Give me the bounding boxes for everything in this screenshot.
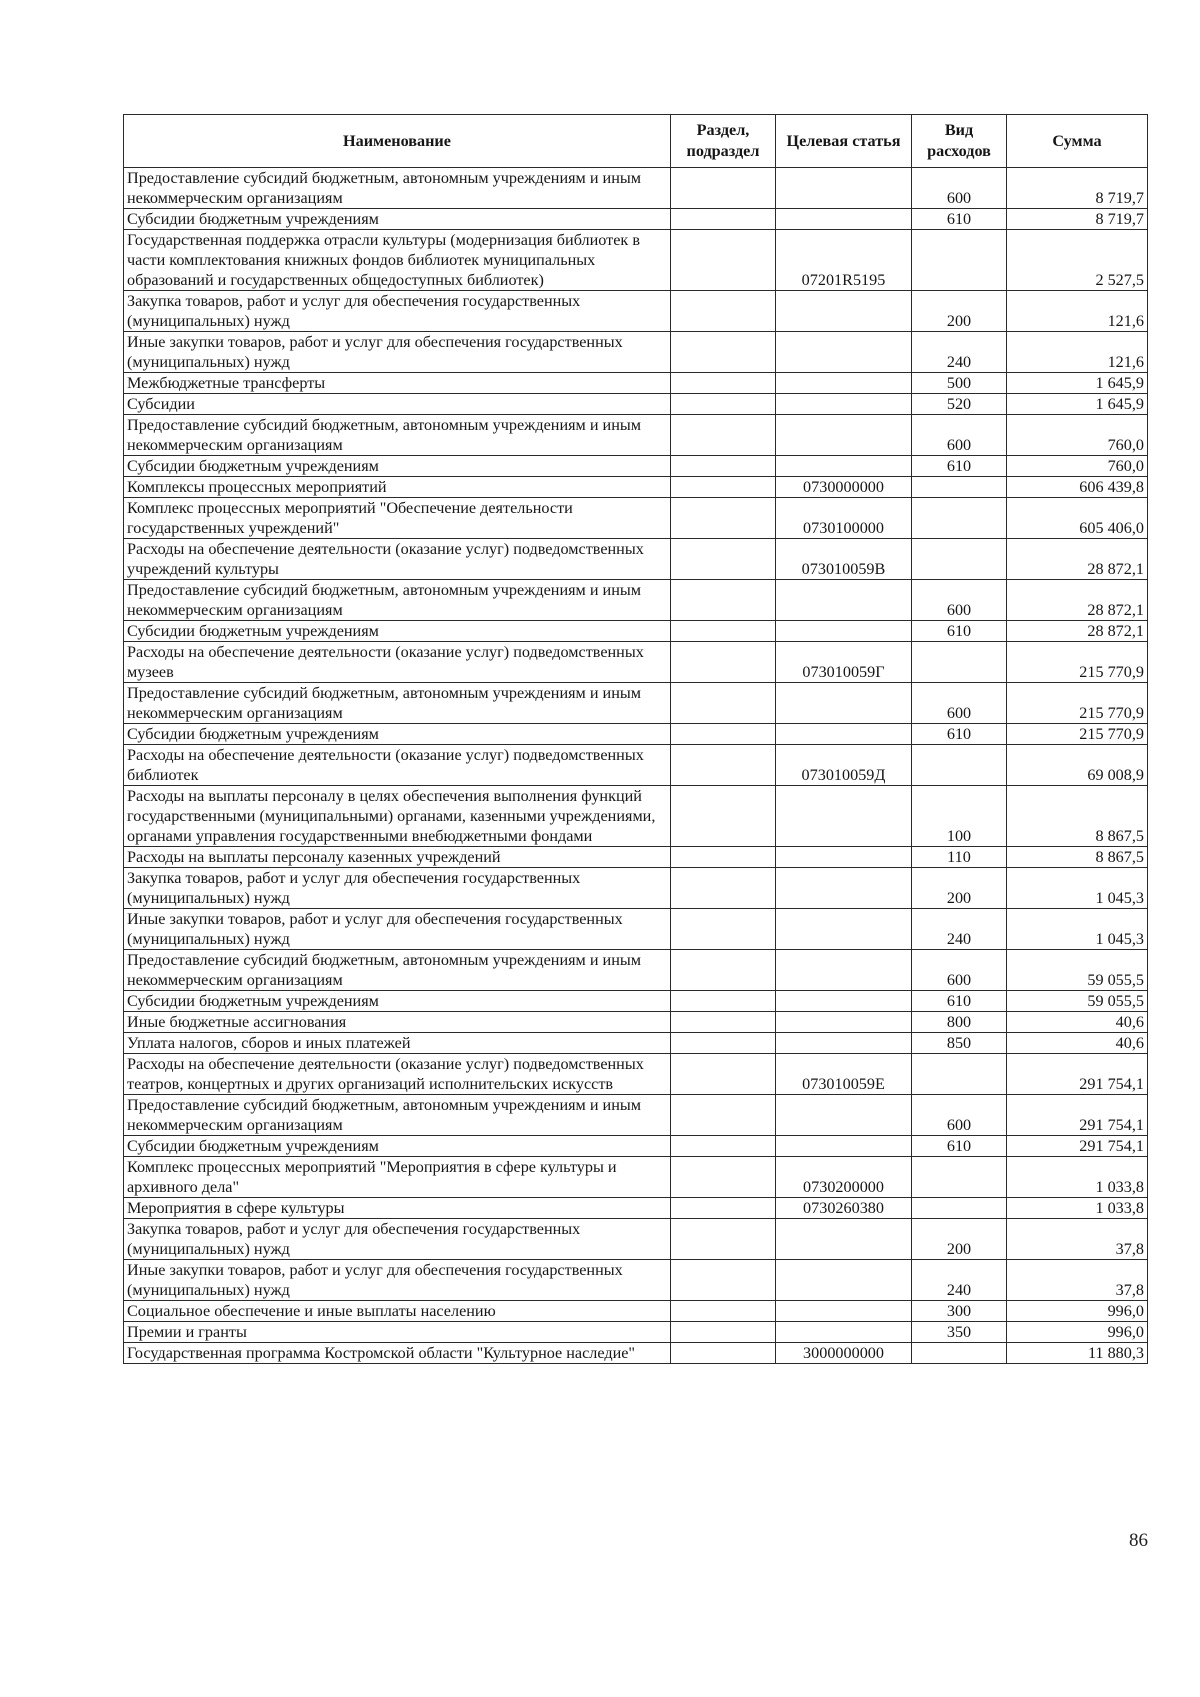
table-row: [124, 1012, 1148, 1033]
cell-target: 073010059Е: [776, 1054, 912, 1095]
cell-section: [671, 415, 776, 456]
cell-target: [776, 868, 912, 909]
cell-name: Предоставление субсидий бюджетным, автономным учреждениям и иным некоммерческим организациям: [124, 1095, 671, 1136]
cell-name: Комплекс процессных мероприятий "Обеспечение деятельности государственных учреждений": [124, 498, 671, 539]
table-row: [124, 745, 1148, 786]
cell-section: [671, 456, 776, 477]
table-row: [124, 209, 1148, 230]
cell-section: [671, 909, 776, 950]
cell-section: [671, 394, 776, 415]
cell-section: [671, 868, 776, 909]
cell-target: [776, 991, 912, 1012]
cell-type: [912, 477, 1007, 498]
cell-name: Субсидии бюджетным учреждениям: [124, 621, 671, 642]
cell-type: [912, 745, 1007, 786]
cell-target: [776, 394, 912, 415]
cell-sum: 59 055,5: [1007, 950, 1148, 991]
cell-section: [671, 745, 776, 786]
cell-target: [776, 1033, 912, 1054]
cell-section: [671, 1054, 776, 1095]
cell-section: [671, 1157, 776, 1198]
table-row: [124, 1260, 1148, 1301]
cell-sum: 291 754,1: [1007, 1136, 1148, 1157]
cell-section: [671, 209, 776, 230]
table-row: [124, 539, 1148, 580]
cell-target: [776, 168, 912, 209]
cell-section: [671, 1095, 776, 1136]
cell-name: Расходы на выплаты персоналу казенных учреждений: [124, 847, 671, 868]
table-row: [124, 991, 1148, 1012]
cell-name: Закупка товаров, работ и услуг для обеспечения государственных (муниципальных) нужд: [124, 868, 671, 909]
table-row: [124, 1033, 1148, 1054]
cell-sum: 40,6: [1007, 1012, 1148, 1033]
cell-type: 600: [912, 683, 1007, 724]
cell-name: Расходы на обеспечение деятельности (оказание услуг) подведомственных музеев: [124, 642, 671, 683]
table-row: [124, 1322, 1148, 1343]
cell-section: [671, 580, 776, 621]
cell-target: [776, 1322, 912, 1343]
cell-target: [776, 415, 912, 456]
table-row: [124, 621, 1148, 642]
cell-name: Предоставление субсидий бюджетным, автономным учреждениям и иным некоммерческим организациям: [124, 415, 671, 456]
cell-target: [776, 847, 912, 868]
table-row: [124, 415, 1148, 456]
header-target: Целевая статья: [776, 115, 912, 168]
cell-sum: 996,0: [1007, 1301, 1148, 1322]
table-row: [124, 683, 1148, 724]
cell-sum: 1 033,8: [1007, 1157, 1148, 1198]
cell-section: [671, 991, 776, 1012]
cell-target: [776, 786, 912, 847]
cell-sum: 1 645,9: [1007, 373, 1148, 394]
cell-type: 600: [912, 415, 1007, 456]
table-row: [124, 909, 1148, 950]
cell-type: 350: [912, 1322, 1007, 1343]
cell-name: Предоставление субсидий бюджетным, автономным учреждениям и иным некоммерческим организациям: [124, 580, 671, 621]
cell-sum: 69 008,9: [1007, 745, 1148, 786]
cell-target: [776, 456, 912, 477]
cell-sum: 606 439,8: [1007, 477, 1148, 498]
cell-sum: 1 045,3: [1007, 868, 1148, 909]
cell-name: Расходы на выплаты персоналу в целях обеспечения выполнения функций государственными (муниципальными) органами, казенными учреждениями, органами управления государственными внебюджетными фондами: [124, 786, 671, 847]
table-row: [124, 1219, 1148, 1260]
table-row: [124, 950, 1148, 991]
cell-target: 073010059В: [776, 539, 912, 580]
cell-sum: 37,8: [1007, 1219, 1148, 1260]
cell-target: [776, 909, 912, 950]
table-header: [124, 115, 1148, 168]
cell-sum: 8 867,5: [1007, 847, 1148, 868]
cell-target: 073010059Д: [776, 745, 912, 786]
table-row: [124, 291, 1148, 332]
cell-type: 610: [912, 1136, 1007, 1157]
cell-target: 07201R5195: [776, 230, 912, 291]
cell-target: [776, 1219, 912, 1260]
cell-type: [912, 1054, 1007, 1095]
cell-target: [776, 373, 912, 394]
cell-type: 610: [912, 209, 1007, 230]
cell-section: [671, 1198, 776, 1219]
cell-name: Государственная программа Костромской области "Культурное наследие": [124, 1343, 671, 1364]
cell-sum: 8 719,7: [1007, 209, 1148, 230]
cell-name: Закупка товаров, работ и услуг для обеспечения государственных (муниципальных) нужд: [124, 291, 671, 332]
cell-type: [912, 230, 1007, 291]
cell-name: Иные закупки товаров, работ и услуг для обеспечения государственных (муниципальных) нужд: [124, 909, 671, 950]
table-row: [124, 1157, 1148, 1198]
cell-sum: 1 033,8: [1007, 1198, 1148, 1219]
cell-sum: 215 770,9: [1007, 683, 1148, 724]
table-row: [124, 230, 1148, 291]
table-row: [124, 642, 1148, 683]
cell-sum: 8 867,5: [1007, 786, 1148, 847]
cell-type: 110: [912, 847, 1007, 868]
cell-target: [776, 1260, 912, 1301]
cell-target: [776, 950, 912, 991]
cell-section: [671, 1260, 776, 1301]
header-sum: Сумма: [1007, 115, 1148, 168]
cell-sum: 996,0: [1007, 1322, 1148, 1343]
header-section: Раздел, подраздел: [671, 115, 776, 168]
cell-sum: 2 527,5: [1007, 230, 1148, 291]
table-row: [124, 580, 1148, 621]
cell-section: [671, 291, 776, 332]
table-row: [124, 1343, 1148, 1364]
cell-target: 073010059Г: [776, 642, 912, 683]
cell-name: Расходы на обеспечение деятельности (оказание услуг) подведомственных учреждений культуры: [124, 539, 671, 580]
cell-target: [776, 724, 912, 745]
cell-type: [912, 539, 1007, 580]
table-row: [124, 1198, 1148, 1219]
table-row: [124, 456, 1148, 477]
cell-sum: 605 406,0: [1007, 498, 1148, 539]
cell-type: 300: [912, 1301, 1007, 1322]
cell-section: [671, 786, 776, 847]
cell-sum: 28 872,1: [1007, 580, 1148, 621]
cell-section: [671, 683, 776, 724]
cell-target: [776, 1136, 912, 1157]
cell-target: 0730200000: [776, 1157, 912, 1198]
table-row: [124, 868, 1148, 909]
table-row: [124, 332, 1148, 373]
cell-section: [671, 168, 776, 209]
cell-type: 240: [912, 1260, 1007, 1301]
cell-name: Уплата налогов, сборов и иных платежей: [124, 1033, 671, 1054]
cell-sum: 28 872,1: [1007, 539, 1148, 580]
cell-sum: 1 045,3: [1007, 909, 1148, 950]
cell-type: 520: [912, 394, 1007, 415]
cell-target: [776, 580, 912, 621]
cell-type: 610: [912, 456, 1007, 477]
cell-name: Субсидии бюджетным учреждениям: [124, 1136, 671, 1157]
cell-type: 200: [912, 868, 1007, 909]
cell-name: Иные закупки товаров, работ и услуг для обеспечения государственных (муниципальных) нужд: [124, 1260, 671, 1301]
cell-target: [776, 1301, 912, 1322]
cell-type: 500: [912, 373, 1007, 394]
cell-type: 600: [912, 950, 1007, 991]
cell-section: [671, 1219, 776, 1260]
cell-section: [671, 642, 776, 683]
cell-sum: 760,0: [1007, 415, 1148, 456]
cell-target: [776, 1095, 912, 1136]
cell-sum: 37,8: [1007, 1260, 1148, 1301]
cell-name: Субсидии бюджетным учреждениям: [124, 209, 671, 230]
cell-section: [671, 1301, 776, 1322]
cell-type: 240: [912, 332, 1007, 373]
cell-type: 610: [912, 724, 1007, 745]
cell-type: 610: [912, 621, 1007, 642]
cell-section: [671, 373, 776, 394]
cell-sum: 760,0: [1007, 456, 1148, 477]
table-row: [124, 786, 1148, 847]
table-row: [124, 1095, 1148, 1136]
cell-sum: 1 645,9: [1007, 394, 1148, 415]
header-type: Вид расходов: [912, 115, 1007, 168]
table-row: [124, 847, 1148, 868]
budget-table: [123, 114, 1148, 1364]
cell-target: [776, 332, 912, 373]
cell-type: 610: [912, 991, 1007, 1012]
cell-name: Премии и гранты: [124, 1322, 671, 1343]
cell-name: Субсидии бюджетным учреждениям: [124, 456, 671, 477]
cell-name: Государственная поддержка отрасли культуры (модернизация библиотек в части комплектования книжных фондов библиотек муниципальных образований и государственных общедоступных библиотек): [124, 230, 671, 291]
cell-type: [912, 642, 1007, 683]
cell-name: Комплексы процессных мероприятий: [124, 477, 671, 498]
cell-target: 0730000000: [776, 477, 912, 498]
cell-type: 850: [912, 1033, 1007, 1054]
cell-type: 600: [912, 168, 1007, 209]
cell-name: Расходы на обеспечение деятельности (оказание услуг) подведомственных театров, концертных и других организаций исполнительских искусств: [124, 1054, 671, 1095]
cell-sum: 28 872,1: [1007, 621, 1148, 642]
table-row: [124, 477, 1148, 498]
cell-type: 600: [912, 580, 1007, 621]
cell-type: [912, 498, 1007, 539]
cell-name: Комплекс процессных мероприятий "Мероприятия в сфере культуры и архивного дела": [124, 1157, 671, 1198]
cell-target: [776, 1012, 912, 1033]
cell-section: [671, 950, 776, 991]
cell-target: [776, 209, 912, 230]
cell-name: Субсидии бюджетным учреждениям: [124, 991, 671, 1012]
header-row: [124, 115, 1148, 168]
table-row: [124, 498, 1148, 539]
cell-section: [671, 1012, 776, 1033]
cell-section: [671, 332, 776, 373]
cell-name: Закупка товаров, работ и услуг для обеспечения государственных (муниципальных) нужд: [124, 1219, 671, 1260]
cell-sum: 121,6: [1007, 291, 1148, 332]
table-row: [124, 724, 1148, 745]
cell-section: [671, 1033, 776, 1054]
cell-section: [671, 1343, 776, 1364]
cell-sum: 291 754,1: [1007, 1054, 1148, 1095]
cell-sum: 215 770,9: [1007, 642, 1148, 683]
cell-section: [671, 1322, 776, 1343]
cell-target: 0730100000: [776, 498, 912, 539]
table-row: [124, 1301, 1148, 1322]
cell-sum: 40,6: [1007, 1033, 1148, 1054]
cell-name: Предоставление субсидий бюджетным, автономным учреждениям и иным некоммерческим организациям: [124, 683, 671, 724]
cell-section: [671, 724, 776, 745]
cell-type: 240: [912, 909, 1007, 950]
cell-type: 200: [912, 1219, 1007, 1260]
cell-name: Межбюджетные трансферты: [124, 373, 671, 394]
cell-name: Иные закупки товаров, работ и услуг для обеспечения государственных (муниципальных) нужд: [124, 332, 671, 373]
cell-section: [671, 847, 776, 868]
cell-type: 600: [912, 1095, 1007, 1136]
cell-name: Социальное обеспечение и иные выплаты населению: [124, 1301, 671, 1322]
cell-sum: 121,6: [1007, 332, 1148, 373]
cell-sum: 8 719,7: [1007, 168, 1148, 209]
cell-type: [912, 1198, 1007, 1219]
cell-target: 3000000000: [776, 1343, 912, 1364]
cell-target: [776, 683, 912, 724]
cell-sum: 291 754,1: [1007, 1095, 1148, 1136]
cell-target: [776, 291, 912, 332]
cell-name: Субсидии бюджетным учреждениям: [124, 724, 671, 745]
cell-sum: 215 770,9: [1007, 724, 1148, 745]
cell-section: [671, 230, 776, 291]
cell-section: [671, 498, 776, 539]
cell-name: Предоставление субсидий бюджетным, автономным учреждениям и иным некоммерческим организациям: [124, 168, 671, 209]
cell-section: [671, 477, 776, 498]
cell-section: [671, 539, 776, 580]
table-row: [124, 394, 1148, 415]
cell-target: 0730260380: [776, 1198, 912, 1219]
header-name: Наименование: [124, 115, 671, 168]
cell-name: Иные бюджетные ассигнования: [124, 1012, 671, 1033]
cell-name: Мероприятия в сфере культуры: [124, 1198, 671, 1219]
table-row: [124, 168, 1148, 209]
table-row: [124, 1136, 1148, 1157]
table-row: [124, 1054, 1148, 1095]
cell-type: [912, 1157, 1007, 1198]
cell-target: [776, 621, 912, 642]
cell-sum: 59 055,5: [1007, 991, 1148, 1012]
cell-section: [671, 621, 776, 642]
cell-section: [671, 1136, 776, 1157]
cell-sum: 11 880,3: [1007, 1343, 1148, 1364]
page-number: 86: [1129, 1530, 1148, 1551]
cell-name: Расходы на обеспечение деятельности (оказание услуг) подведомственных библиотек: [124, 745, 671, 786]
cell-type: 200: [912, 291, 1007, 332]
cell-name: Субсидии: [124, 394, 671, 415]
table-row: [124, 373, 1148, 394]
cell-name: Предоставление субсидий бюджетным, автономным учреждениям и иным некоммерческим организациям: [124, 950, 671, 991]
cell-type: [912, 1343, 1007, 1364]
table-body: [124, 168, 1148, 1364]
cell-type: 100: [912, 786, 1007, 847]
cell-type: 800: [912, 1012, 1007, 1033]
